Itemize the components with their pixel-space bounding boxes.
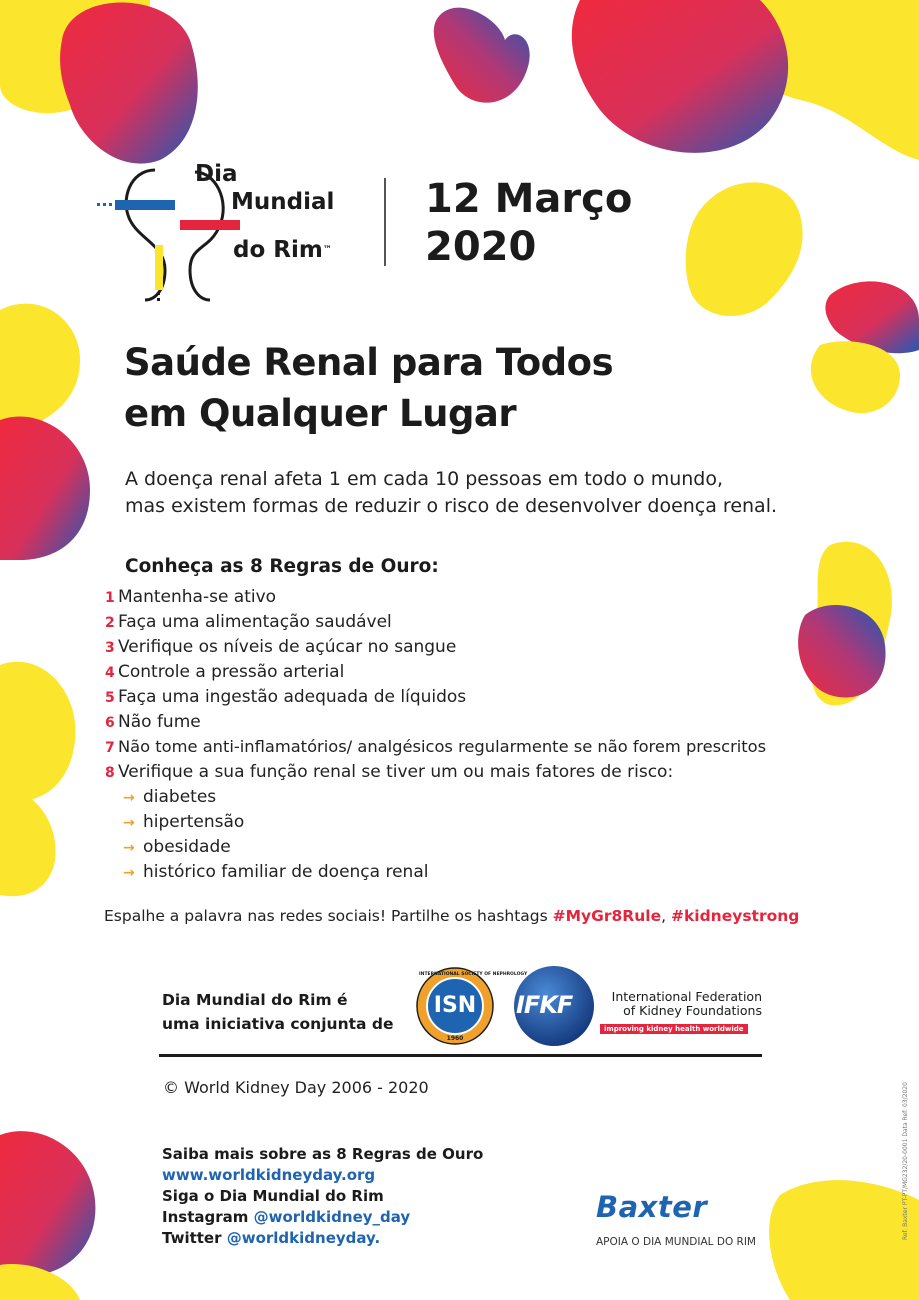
- footer-line-1: Saiba mais sobre as 8 Regras de Ouro: [162, 1145, 484, 1163]
- risk-factor-text: histórico familiar de doença renal: [143, 862, 429, 882]
- risk-factor-text: hipertensão: [143, 812, 245, 832]
- arrow-right-icon: →: [123, 815, 135, 831]
- isn-ring-text: INTERNATIONAL SOCIETY OF NEPHROLOGY: [419, 972, 528, 977]
- blob-red-blue: [572, 0, 788, 153]
- event-date-year: 2020: [425, 224, 537, 270]
- rule-item: [105, 735, 766, 760]
- rule-text: Verifique os níveis de açúcar no sangue: [118, 637, 457, 657]
- initiative-line-1: Dia Mundial do Rim é: [162, 991, 348, 1009]
- blob-red-blue: [0, 416, 90, 560]
- rule-number: 6: [105, 715, 115, 731]
- reference-code: Ref. Baxter PT-PT/MG232/20-0001 Data Ref: 03/2020: [902, 1082, 909, 1240]
- event-date: [425, 175, 632, 271]
- risk-factor-item: [123, 785, 766, 810]
- hashtag-kidneystrong[interactable]: #kidneystrong: [670, 907, 800, 925]
- blob-yellow: [0, 662, 75, 801]
- instagram-label: Instagram: [162, 1208, 254, 1226]
- instagram-line: [162, 1207, 483, 1228]
- intro-line-2: mas existem formas de reduzir o risco de desenvolver doença renal.: [125, 495, 778, 517]
- baxter-logo: Baxter: [596, 1190, 708, 1224]
- logo-line-1: Dia: [195, 161, 238, 187]
- rule-item: [105, 660, 766, 685]
- rule-text: Controle a pressão arterial: [118, 662, 345, 682]
- twitter-handle-link[interactable]: @worldkidneyday.: [226, 1229, 381, 1247]
- initiative-text: [162, 988, 393, 1036]
- footer-line-3: Siga o Dia Mundial do Rim: [162, 1187, 384, 1205]
- ifkf-logo-letters: IFKF: [516, 991, 573, 1019]
- risk-factor-text: obesidade: [143, 837, 231, 857]
- ifkf-logo: [512, 964, 767, 1048]
- rule-item: [105, 635, 766, 660]
- rule-number: 2: [105, 615, 115, 631]
- logo-line-2: Mundial: [231, 189, 335, 215]
- copyright: © World Kidney Day 2006 - 2020: [163, 1078, 429, 1097]
- logo-line-3: [233, 236, 332, 264]
- headline-line-1: Saúde Renal para Todos: [124, 341, 614, 384]
- intro-paragraph: [125, 466, 777, 520]
- risk-factor-text: diabetes: [143, 787, 217, 807]
- ifkf-logo-text: [516, 991, 572, 1019]
- footer-divider: [159, 1054, 762, 1057]
- rule-item: [105, 760, 766, 785]
- trademark: ™: [322, 245, 332, 255]
- blob-yellow: [769, 1180, 919, 1300]
- arrow-right-icon: →: [123, 790, 135, 806]
- rule-text: Faça uma ingestão adequada de líquidos: [118, 687, 467, 707]
- sponsor-support-text: APOIA O DIA MUNDIAL DO RIM: [596, 1236, 756, 1248]
- ifkf-tagline: improving kidney health worldwide: [600, 1024, 748, 1034]
- header-divider: [384, 178, 386, 266]
- rule-text: Não tome anti-inflamatórios/ analgésicos regularmente se não forem prescritos: [118, 737, 767, 756]
- risk-factor-item: [123, 835, 766, 860]
- share-line: [104, 907, 799, 925]
- blob-red-blue: [0, 1131, 95, 1275]
- rule-item: [105, 685, 766, 710]
- initiative-line-2: uma iniciativa conjunta de: [162, 1015, 394, 1033]
- hashtag-mygr8rule[interactable]: #MyGr8Rule: [552, 907, 662, 925]
- rules-title: Conheça as 8 Regras de Ouro:: [125, 556, 439, 577]
- rule-item: [105, 585, 766, 610]
- risk-factor-item: [123, 810, 766, 835]
- instagram-handle-link[interactable]: @worldkidney_day: [253, 1208, 411, 1226]
- rule-item: [105, 710, 766, 735]
- rule-number: 5: [105, 690, 115, 706]
- rule-text: Faça uma alimentação saudável: [118, 612, 392, 632]
- arrow-right-icon: →: [123, 865, 135, 881]
- headline: [124, 337, 613, 439]
- blob-yellow: [0, 790, 56, 897]
- rule-text: Verifique a sua função renal se tiver um ou mais fatores de risco:: [118, 762, 674, 782]
- share-text: Espalhe a palavra nas redes sociais! Partilhe os hashtags: [104, 907, 553, 925]
- rule-text: Não fume: [118, 712, 201, 732]
- twitter-line: [162, 1228, 483, 1249]
- website-link[interactable]: www.worldkidneyday.org: [162, 1166, 376, 1184]
- hashtag-separator: ,: [661, 907, 671, 925]
- ifkf-name-line-2: of Kidney Foundations: [623, 1003, 762, 1018]
- isn-year: 1960: [446, 1035, 464, 1042]
- blob-yellow: [0, 304, 80, 432]
- rule-number: 4: [105, 665, 115, 681]
- isn-logo-text: ISN: [433, 993, 477, 1018]
- isn-logo: [415, 966, 528, 1046]
- rule-number: 3: [105, 640, 115, 656]
- logo-line-3-text: do Rim: [233, 237, 323, 263]
- headline-line-2: em Qualquer Lugar: [124, 392, 517, 435]
- rule-text: Mantenha-se ativo: [118, 587, 277, 607]
- footer-info: [162, 1144, 483, 1249]
- blob-yellow: [0, 1264, 80, 1300]
- event-date-day: 12 Março: [425, 176, 633, 222]
- ifkf-name-line-1: International Federation: [611, 989, 762, 1004]
- rule-number: 1: [105, 590, 115, 606]
- rules-list: [105, 585, 766, 885]
- intro-line-1: A doença renal afeta 1 em cada 10 pessoas em todo o mundo,: [125, 468, 724, 490]
- rule-number: 8: [105, 765, 115, 781]
- rule-item: [105, 610, 766, 635]
- blob-yellow: [686, 182, 803, 316]
- risk-factor-list: [105, 785, 766, 885]
- arrow-right-icon: →: [123, 840, 135, 856]
- rule-number: 7: [105, 740, 115, 756]
- twitter-label: Twitter: [162, 1229, 227, 1247]
- blob-red-blue: [60, 3, 198, 164]
- blob-small: [434, 8, 530, 103]
- risk-factor-item: [123, 860, 766, 885]
- world-kidney-day-logo: [95, 160, 360, 310]
- ifkf-name: [600, 990, 762, 1018]
